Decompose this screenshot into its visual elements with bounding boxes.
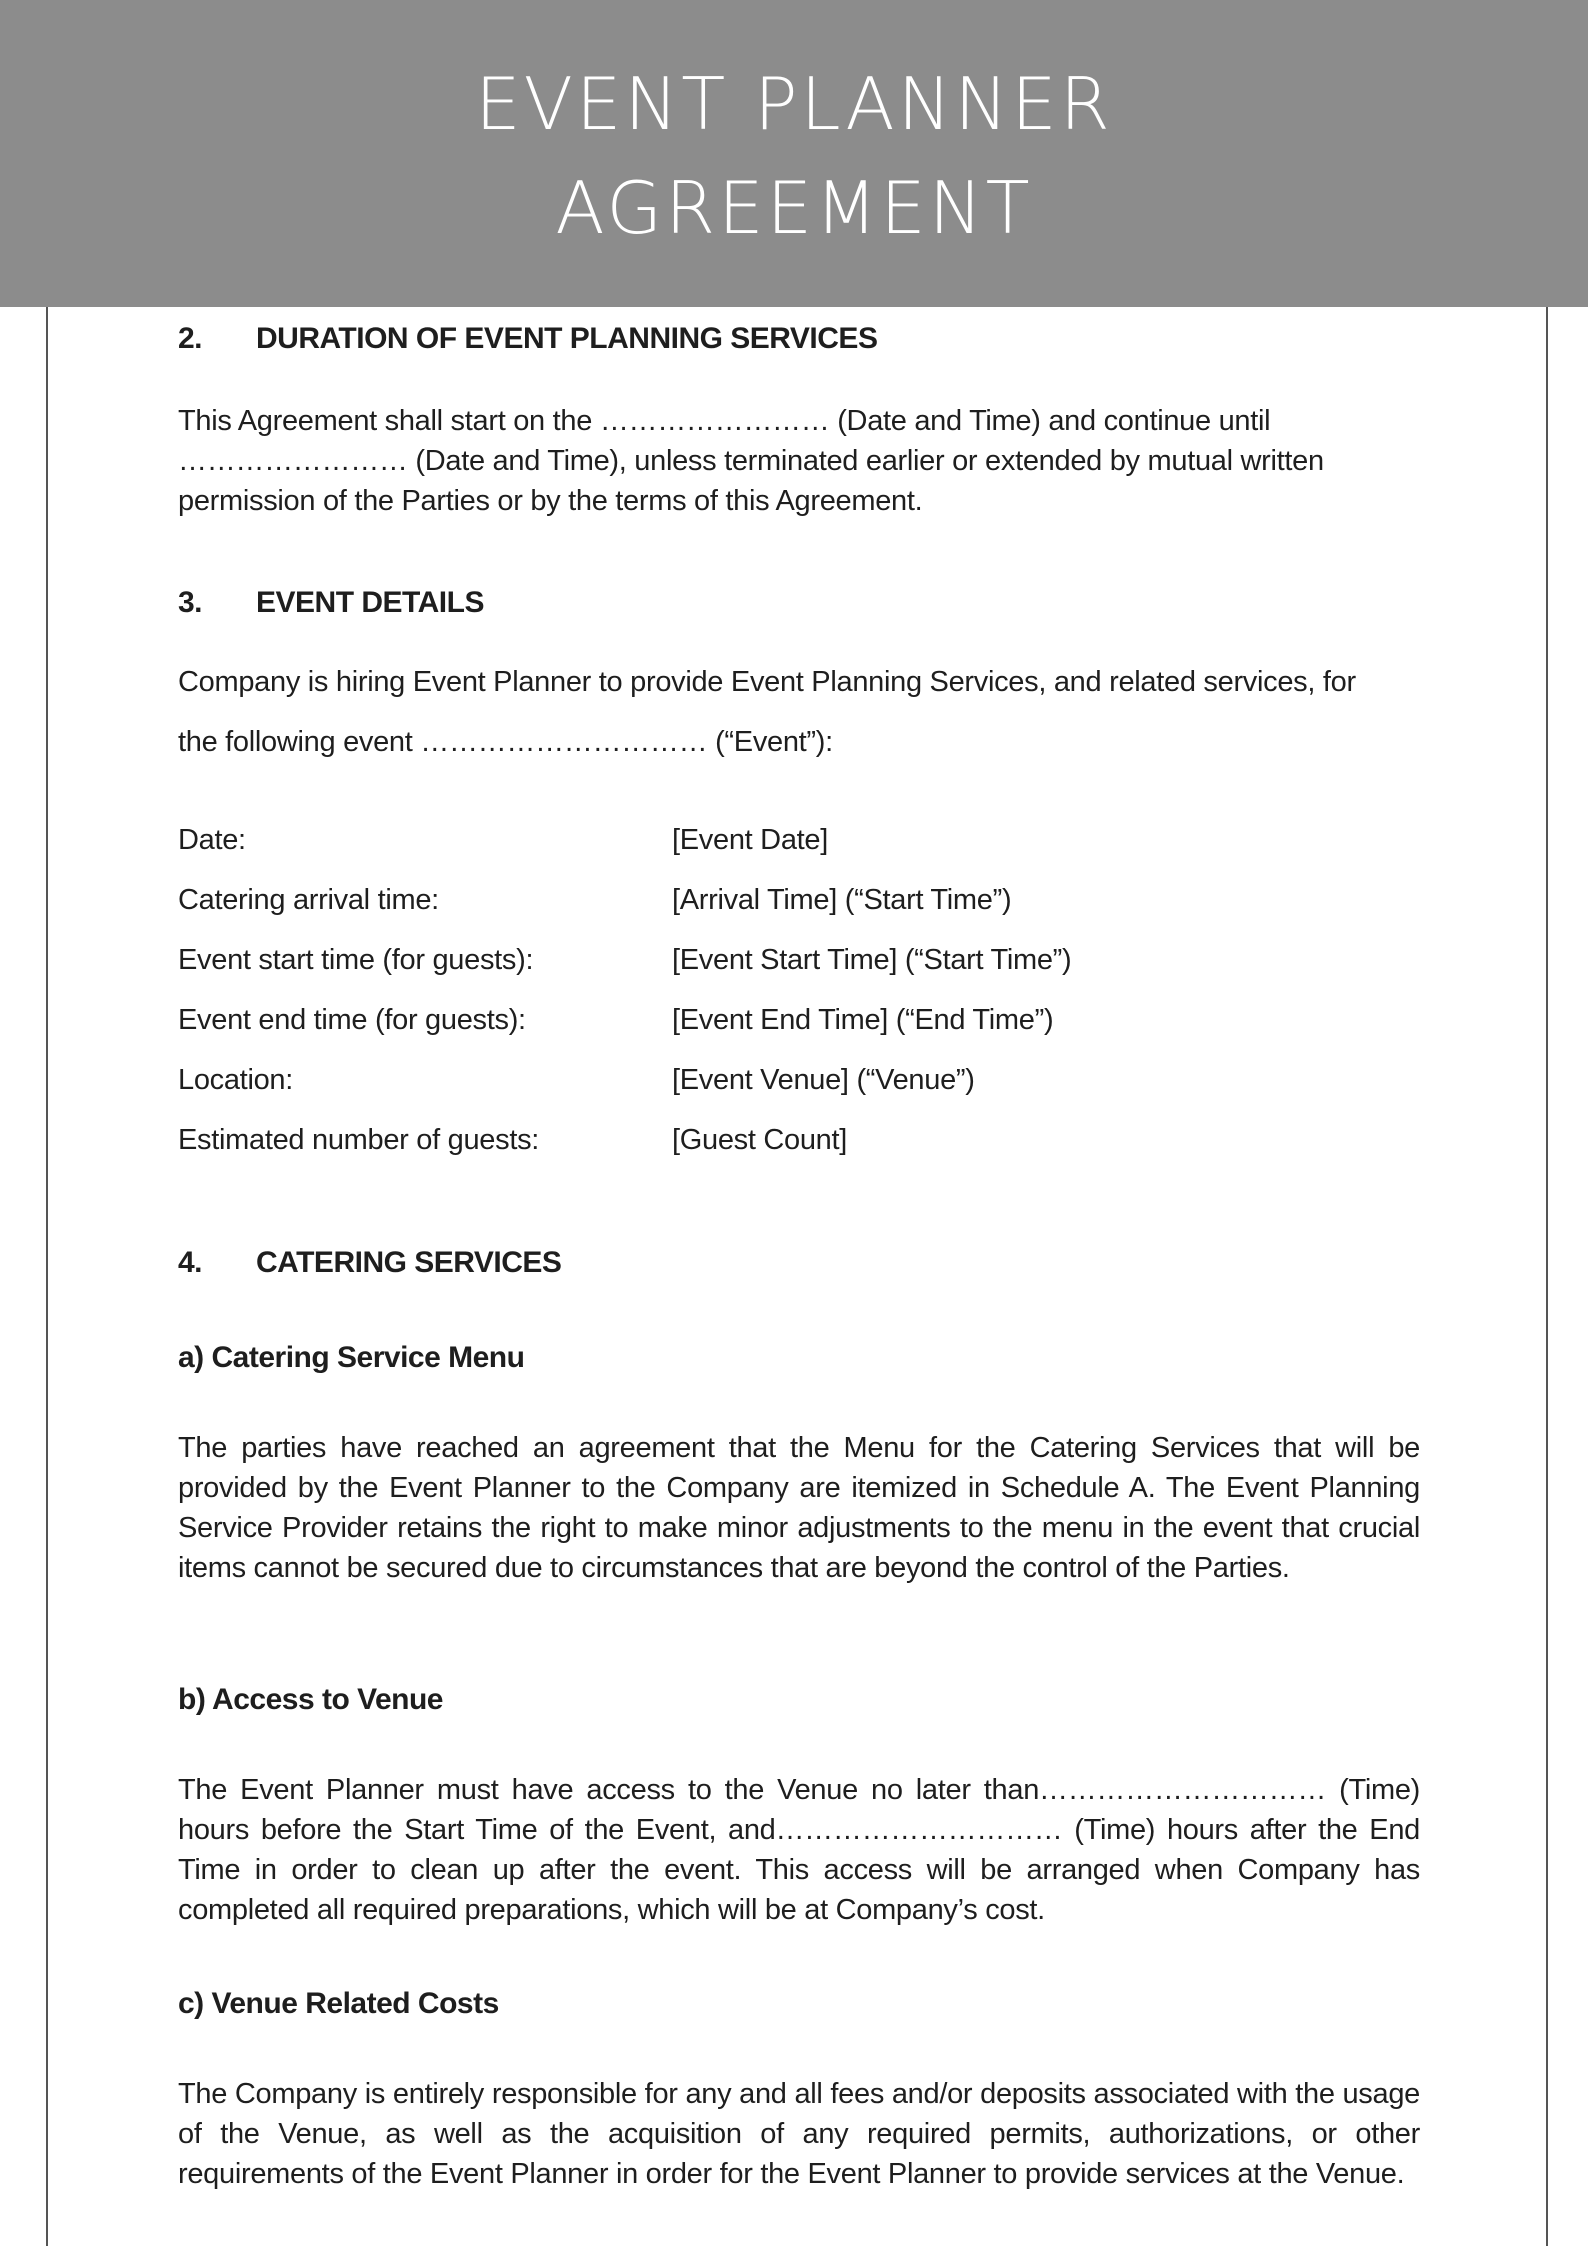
- section-2-number: 2.: [178, 322, 203, 355]
- event-name-blank: …………………………: [420, 726, 708, 758]
- detail-value-location: [Event Venue] (“Venue”): [672, 1064, 975, 1096]
- title-line-2: AGREEMENT: [555, 166, 1033, 250]
- subsection-c-body: The Company is entirely responsible for any and all fees and/or deposits associated with the usage of the Venue, as well as the acquisition of any required permits, authorizations, or other requirements of the Event Planner in order for the Event Planner to provide services at the Venue.: [178, 2078, 1420, 2190]
- detail-value-date: [Event Date]: [672, 824, 828, 856]
- section-2-body: [178, 401, 1420, 521]
- detail-value-guests: [Guest Count]: [672, 1124, 848, 1156]
- section-3-intro-line-1: Company is hiring Event Planner to provide Event Planning Services, and related services, for: [178, 666, 1356, 698]
- detail-value-arrival: [Arrival Time] (“Start Time”): [672, 884, 1012, 916]
- section-2-line-1: This Agreement shall start on the …………………… (Date and Time) and continue until: [178, 405, 1271, 437]
- section-3-title: EVENT DETAILS: [256, 586, 484, 619]
- subsection-a-body: The parties have reached an agreement that the Menu for the Catering Services that will be provided by the Event Planner to the Company are itemized in Schedule A. The Event Planning Service Provider retains the right to make minor adjustments to the menu in the event that crucial items cannot be secured due to circumstances that are beyond the control of the Parties.: [178, 1432, 1420, 1584]
- section-3-number: 3.: [178, 586, 203, 619]
- section-4-number: 4.: [178, 1246, 203, 1279]
- detail-label-start: Event start time (for guests):: [178, 944, 534, 976]
- detail-value-start: [Event Start Time] (“Start Time”): [672, 944, 1072, 976]
- subsection-a-title: a) Catering Service Menu: [178, 1341, 525, 1374]
- detail-label-end: Event end time (for guests):: [178, 1004, 526, 1036]
- title-line-1: EVENT PLANNER: [475, 62, 1113, 146]
- subsection-b-title: b) Access to Venue: [178, 1683, 443, 1716]
- section-4-title: CATERING SERVICES: [256, 1246, 562, 1279]
- subsection-c-title: c) Venue Related Costs: [178, 1987, 499, 2020]
- subsection-b-body: The Event Planner must have access to the Venue no later than………………………… (Time) hours before the Start Time of the Event, and………………………… (Time) hours after the End Time in order to clean up after the event. This access will be arranged when Company has completed all required preparations, which will be at Company’s cost.: [178, 1774, 1420, 1926]
- section-2-line-2: …………………… (Date and Time), unless terminated earlier or extended by mutual written: [178, 445, 1324, 477]
- detail-label-date: Date:: [178, 824, 246, 856]
- detail-label-guests: Estimated number of guests:: [178, 1124, 540, 1156]
- detail-value-end: [Event End Time] (“End Time”): [672, 1004, 1054, 1036]
- date-blank-start: ……………………: [599, 405, 830, 437]
- section-2-line-3: permission of the Parties or by the terms of this Agreement.: [178, 485, 923, 517]
- detail-label-arrival: Catering arrival time:: [178, 884, 439, 916]
- section-2-title: DURATION OF EVENT PLANNING SERVICES: [256, 322, 878, 355]
- date-blank-end: ……………………: [178, 445, 408, 477]
- section-3-intro-line-2: the following event ………………………… (“Event”):: [178, 726, 833, 758]
- detail-label-location: Location:: [178, 1064, 293, 1096]
